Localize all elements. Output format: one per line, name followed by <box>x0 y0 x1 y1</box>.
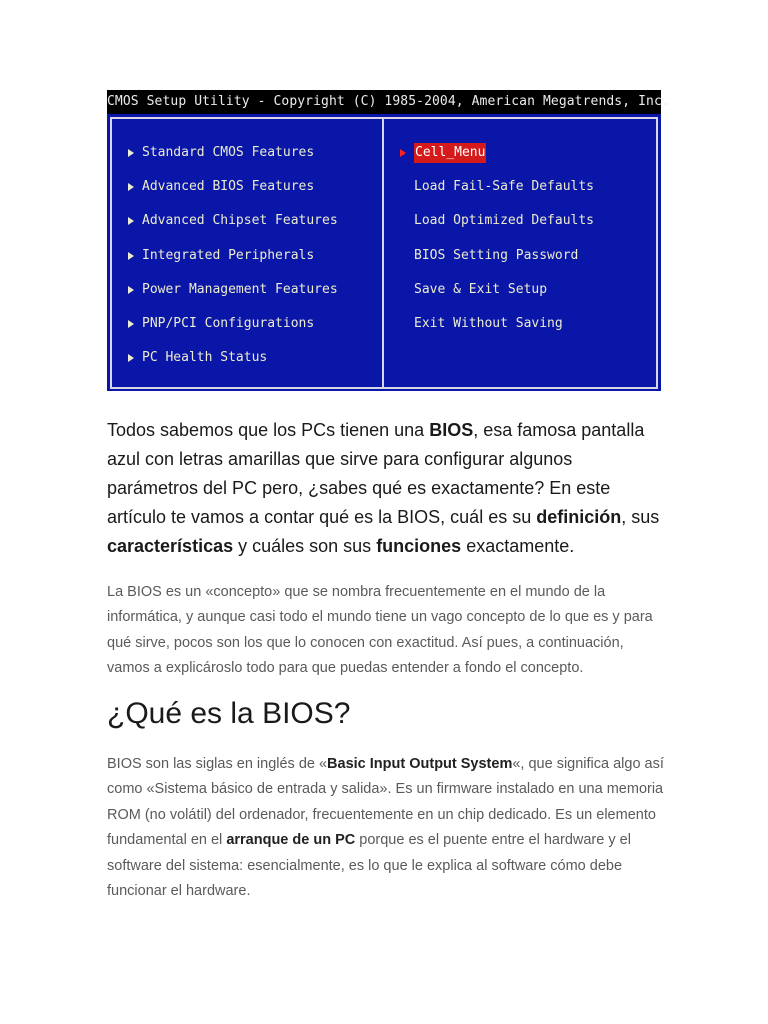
bold-term: arranque de un PC <box>226 832 356 849</box>
bios-menu-item: Exit Without Saving <box>414 315 563 331</box>
bios-menu-item: Save & Exit Setup <box>414 281 548 297</box>
bold-term: definición <box>536 507 622 527</box>
triangle-right-icon <box>128 286 134 294</box>
bios-right-menu <box>400 143 594 348</box>
bios-menu-item: BIOS Setting Password <box>414 247 579 263</box>
triangle-right-icon <box>128 354 134 362</box>
bios-menu-item: Power Management Features <box>128 280 338 314</box>
bold-term: características <box>107 536 234 556</box>
bold-term: BIOS <box>429 420 474 440</box>
bios-menu-item: PNP/PCI Configurations <box>128 314 338 348</box>
triangle-right-icon <box>128 183 134 191</box>
body-paragraph-1: La BIOS es un «concepto» que se nombra frecuentemente en el mundo de la informática, y aunque casi todo el mundo tiene un vago concepto de lo que es y para qué sirve, pocos son los que lo conocen con exactitud. Así pues, a continuación, vamos a explicároslo todo para que puedas entender a fondo el concepto. <box>107 584 653 677</box>
bios-menu-item: Load Optimized Defaults <box>414 213 595 229</box>
bios-menu-item: Advanced BIOS Features <box>128 177 338 211</box>
triangle-right-icon <box>128 149 134 157</box>
bios-menu-item-selected: Cell_Menu <box>400 143 594 177</box>
body-paragraph-2: BIOS son las siglas en inglés de «Basic Input Output System«, que significa algo así como «Sistema básico de entrada y salida». Es un firmware instalado en una memoria ROM (no volátil) del ordenador, frecuentemente en un chip dedicado. Es un elemento fundamental en el arranque de un PC porque es el puente entre el hardware y el software del sistema: esencialmente, es lo que le explica al software cómo debe funcionar el hardware. <box>107 756 664 900</box>
bios-menu-item: Load Fail-Safe Defaults <box>414 179 595 195</box>
triangle-right-icon <box>128 252 134 260</box>
bios-left-menu <box>128 143 338 382</box>
intro-paragraph: Todos sabemos que los PCs tienen una BIOS, esa famosa pantalla azul con letras amarillas que sirve para configurar algunos parámetros del PC pero, ¿sabes qué es exactamente? En este artículo te vamos a contar qué es la BIOS, cuál es su definición, sus características y cuáles son sus funciones exactamente. <box>107 420 660 556</box>
bold-term: Basic Input Output System <box>327 756 513 772</box>
bios-menu-item: Integrated Peripherals <box>128 246 338 280</box>
section-heading: ¿Qué es la BIOS? <box>107 697 351 730</box>
bios-title-bar: CMOS Setup Utility - Copyright (C) 1985-2004, American Megatrends, Inc. <box>107 90 661 114</box>
bios-menu-frame <box>110 117 658 389</box>
triangle-right-icon <box>128 320 134 328</box>
bios-column-divider <box>382 119 384 387</box>
triangle-right-icon <box>128 217 134 225</box>
bios-menu-item: Advanced Chipset Features <box>128 211 338 245</box>
bios-menu-item: PC Health Status <box>128 348 338 382</box>
bold-term: funciones <box>376 536 462 556</box>
bios-screenshot <box>107 90 670 391</box>
bios-menu-item: Standard CMOS Features <box>128 143 338 177</box>
triangle-right-icon <box>400 149 406 157</box>
